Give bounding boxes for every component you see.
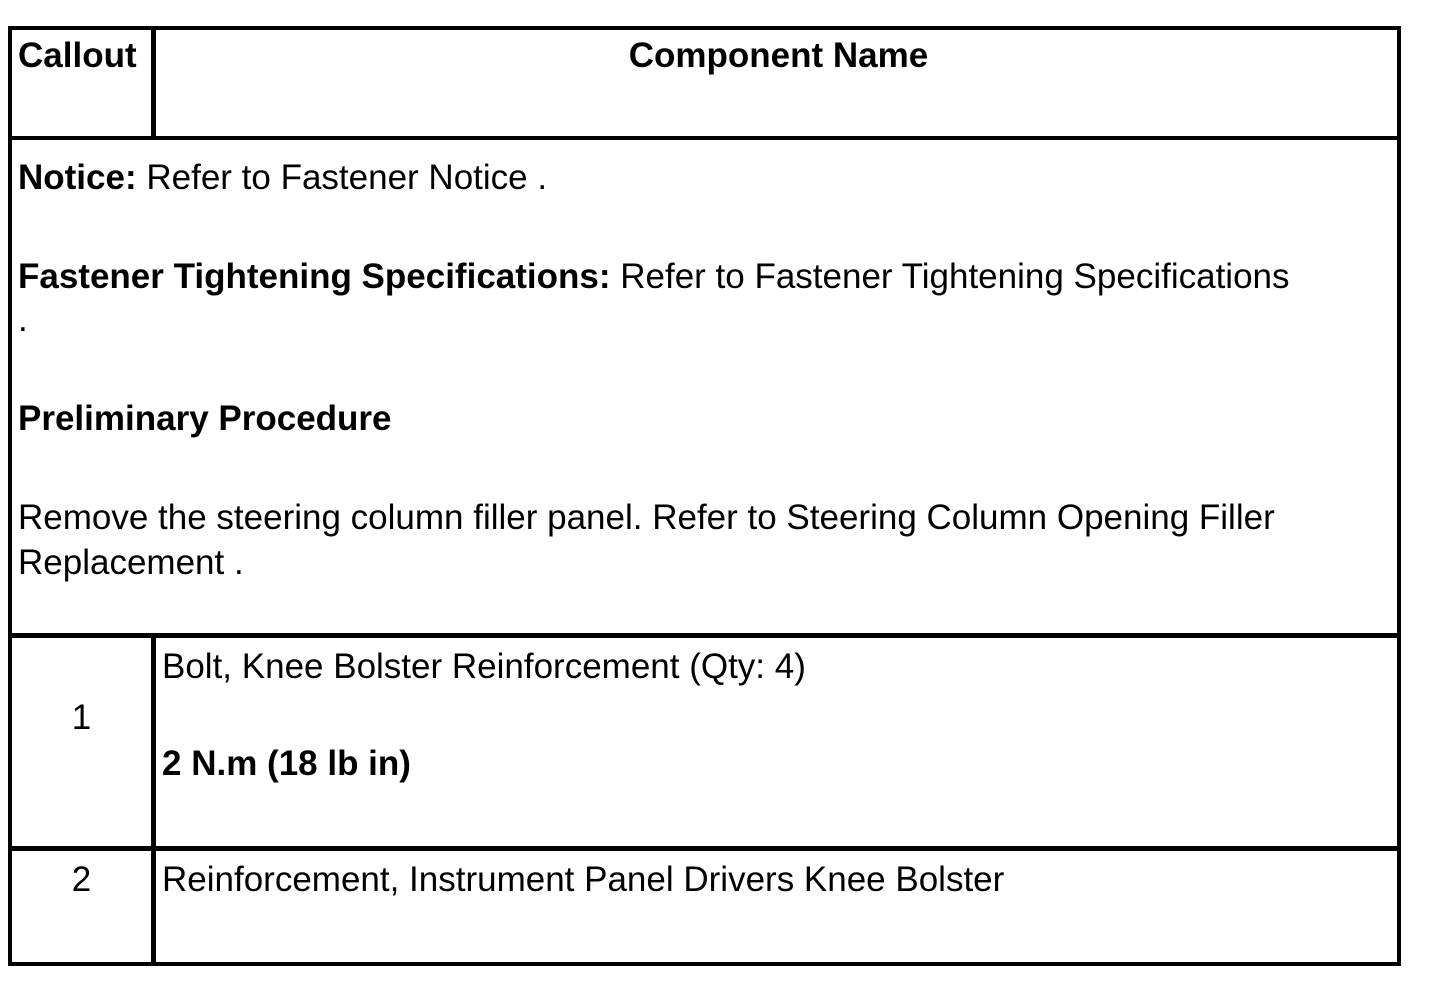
component-name: Reinforcement, Instrument Panel Drivers Knee Bolster (162, 860, 1005, 899)
table-row (12, 638, 1397, 851)
column-divider (151, 30, 156, 140)
fastener-spec-line (18, 257, 1290, 297)
torque-spec: 2 N.m (18 lb in) (162, 744, 411, 783)
fastener-spec-label: Fastener Tightening Specifications: (18, 257, 611, 296)
notice-label: Notice: (18, 158, 137, 197)
callout-number: 1 (71, 698, 92, 737)
fastener-spec-trailing: . (18, 300, 28, 339)
component-name: Bolt, Knee Bolster Reinforcement (Qty: 4) (162, 647, 806, 686)
notice-line (18, 158, 547, 198)
notes-row (12, 140, 1397, 638)
preliminary-procedure-heading: Preliminary Procedure (18, 399, 392, 438)
procedure-text-line-2: Replacement . (18, 543, 244, 582)
callout-number: 2 (71, 860, 92, 899)
component-name-column-header: Component Name (628, 36, 929, 75)
notice-text: Refer to Fastener Notice . (136, 158, 548, 197)
table-header-row (12, 30, 1397, 140)
fastener-spec-text: Refer to Fastener Tightening Specifications (610, 257, 1290, 296)
column-divider (151, 638, 156, 966)
procedure-text-line-1: Remove the steering column filler panel. Refer to Steering Column Opening Filler (18, 498, 1275, 537)
component-table (8, 26, 1401, 966)
callout-column-header: Callout (18, 36, 137, 75)
table-row (12, 851, 1397, 966)
